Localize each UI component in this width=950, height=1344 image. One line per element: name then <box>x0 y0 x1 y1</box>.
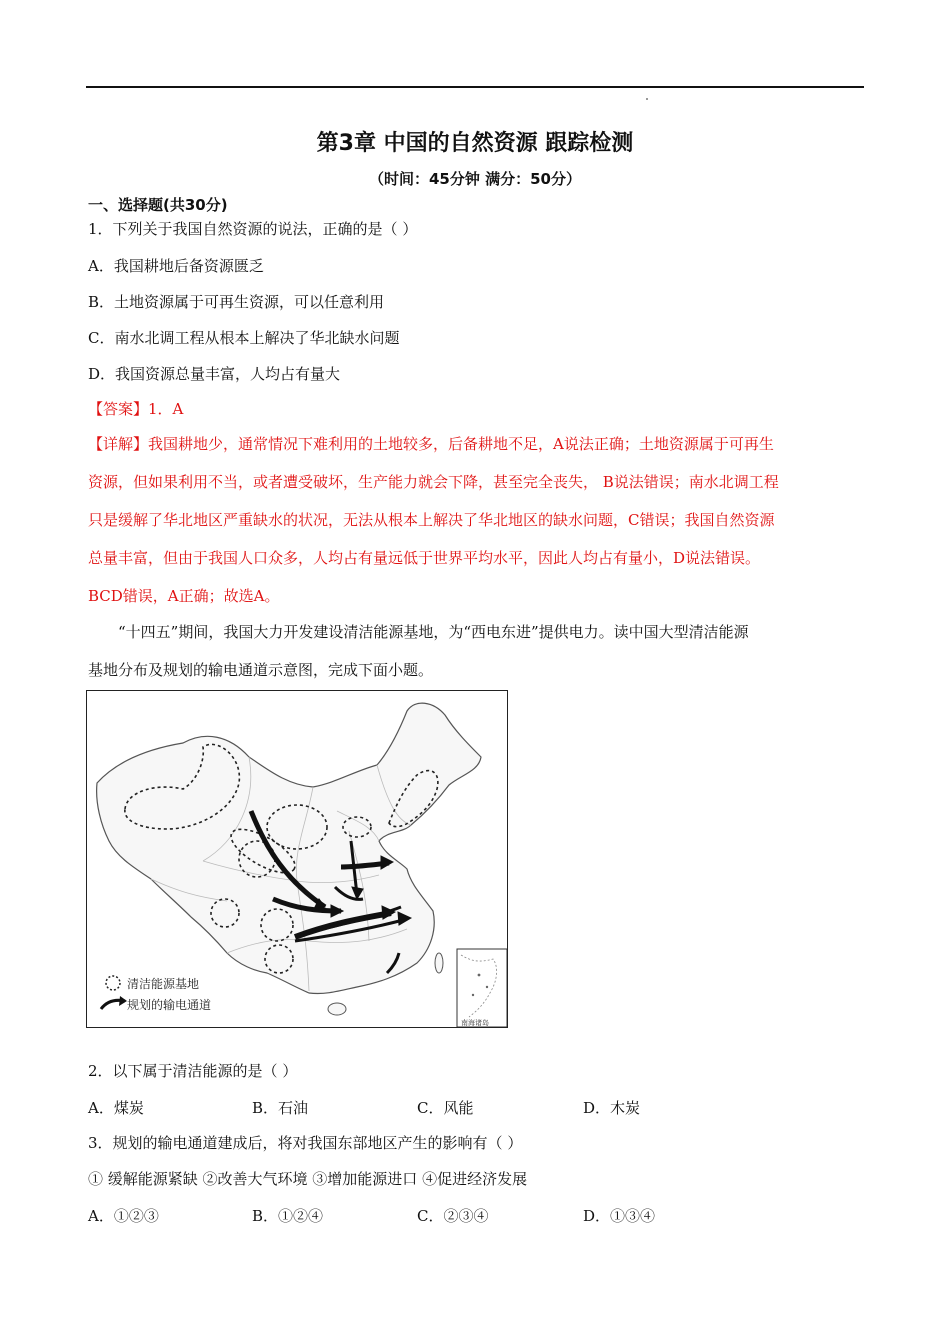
intro-line: “十四五”期间，我国大力开发建设清洁能源基地，为“西电东进”提供电力。读中国大型清洁能源 <box>118 623 749 641</box>
q1-option-d: D．我国资源总量丰富，人均占有量大 <box>88 365 341 383</box>
page-title: 第3章 中国的自然资源 跟踪检测 <box>316 131 634 156</box>
q2-option-a: A．煤炭 <box>88 1099 144 1117</box>
q1-option-c: C．南水北调工程从根本上解决了华北缺水问题 <box>88 329 400 347</box>
q3-stem: 3．规划的输电通道建成后，将对我国东部地区产生的影响有（ ） <box>88 1134 523 1152</box>
q2-option-b: B．石油 <box>252 1099 309 1117</box>
q2-stem: 2．以下属于清洁能源的是（ ） <box>88 1062 298 1080</box>
china-energy-map <box>86 690 508 1028</box>
legend-base-symbol <box>106 976 120 990</box>
legend-channel-label: 规划的输电通道 <box>127 998 212 1012</box>
q1-explanation-line: BCD错误，A正确；故选A。 <box>88 587 280 605</box>
q1-option-b: B．土地资源属于可再生资源，可以任意利用 <box>88 293 385 311</box>
q2-option-c: C．风能 <box>417 1099 474 1117</box>
header-rule <box>86 86 864 88</box>
q1-explanation-line: 【详解】我国耕地少，通常情况下难利用的土地较多，后备耕地不足，A说法正确；土地资源属于可再生 <box>88 435 774 453</box>
header-dot <box>646 98 648 100</box>
intro-line: 基地分布及规划的输电通道示意图，完成下面小题。 <box>88 661 434 679</box>
page-subtitle: （时间：45分钟 满分：50分） <box>369 170 581 188</box>
q3-option-d: D．①③④ <box>583 1207 656 1225</box>
south-china-sea-inset <box>457 949 507 1027</box>
q1-explanation-line: 总量丰富，但由于我国人口众多，人均占有量远低于世界平均水平，因此人均占有量小，D说法错误。 <box>88 549 761 567</box>
hainan-island <box>328 1003 346 1015</box>
q1-explanation-line: 只是缓解了华北地区严重缺水的状况，无法从根本上解决了华北地区的缺水问题，C错误；我国自然资源 <box>88 511 775 529</box>
q1-stem: 1．下列关于我国自然资源的说法，正确的是（ ） <box>88 220 418 238</box>
map-svg <box>87 691 508 1028</box>
q3-option-c: C．②③④ <box>417 1207 489 1225</box>
q1-option-a: A．我国耕地后备资源匮乏 <box>88 257 264 275</box>
q2-option-d: D．木炭 <box>583 1099 641 1117</box>
map-legend <box>101 976 211 1012</box>
section-heading: 一、选择题(共30分) <box>88 196 228 214</box>
q1-explanation-line: 资源，但如果利用不当，或者遭受破坏，生产能力就会下降，甚至完全丧失， B说法错误；南水北调工程 <box>88 473 779 491</box>
q3-option-b: B．①②④ <box>252 1207 324 1225</box>
legend-base-label: 清洁能源基地 <box>127 977 200 991</box>
taiwan-island <box>435 953 443 973</box>
inset-label: 南海诸岛 <box>461 1019 489 1027</box>
q3-option-a: A．①②③ <box>88 1207 159 1225</box>
q3-items: ① 缓解能源紧缺 ②改善大气环境 ③增加能源进口 ④促进经济发展 <box>88 1170 528 1188</box>
q1-answer: 【答案】1．A <box>88 400 184 418</box>
